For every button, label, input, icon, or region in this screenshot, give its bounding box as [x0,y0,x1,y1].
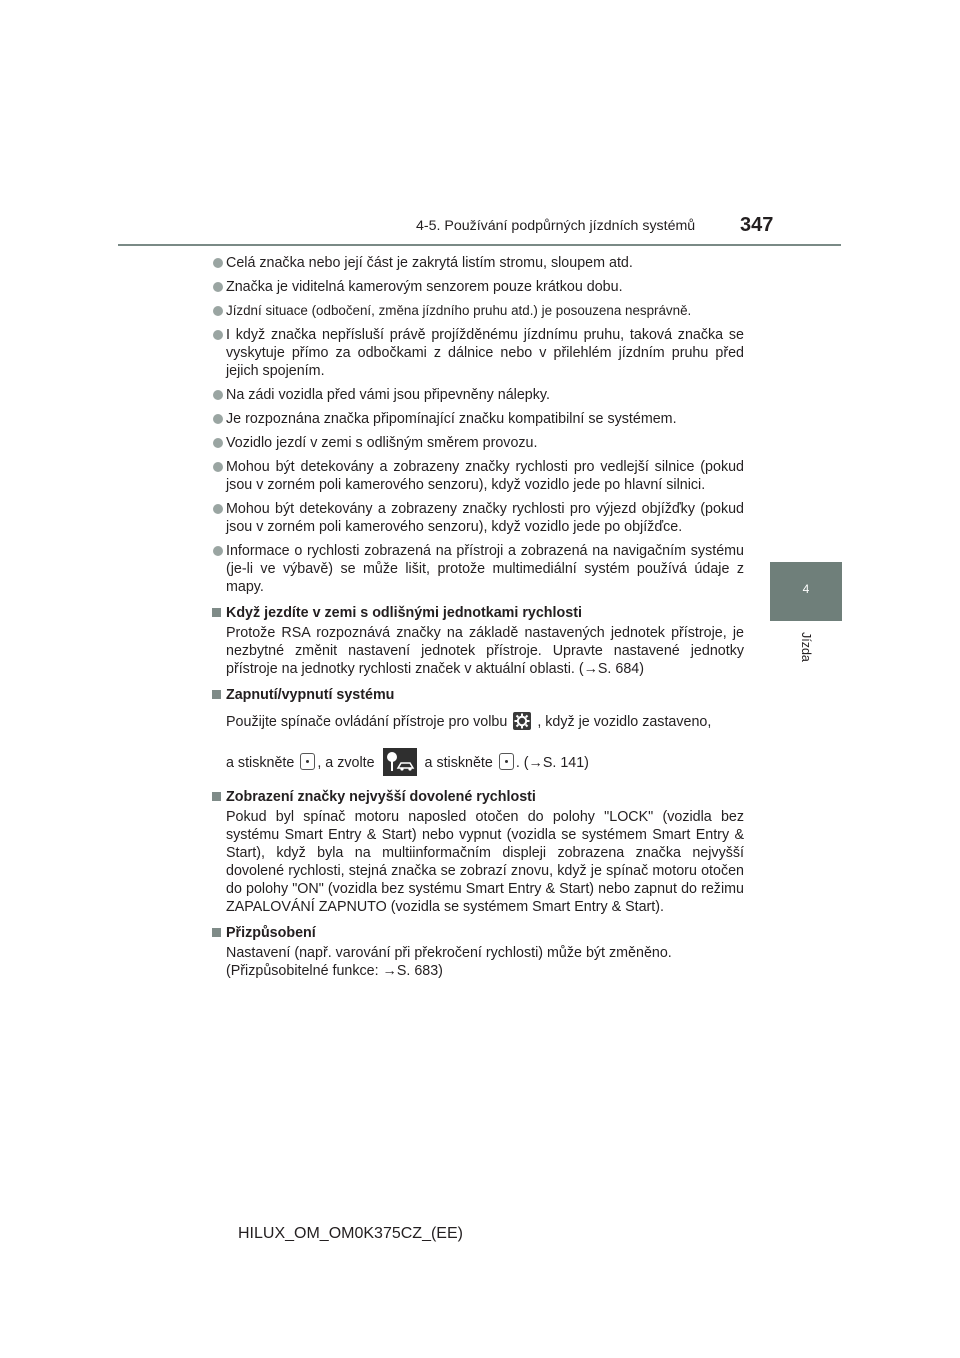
list-item: Mohou být detekovány a zobrazeny značky rychlosti pro výjezd objížďky (pokud jsou v zorném poli kamerového senzoru), když vozidlo jede po objížďce. [210,500,744,536]
toggle-text-6: . (→S. 141) [515,755,589,771]
list-item: Informace o rychlosti zobrazená na přístroji a zobrazená na navigačním systému (je-li ve výbavě) se může lišit, protože multimediální systém používá údaje z mapy. [210,542,744,596]
settings-gear-icon [513,712,531,730]
toggle-text-5: a stiskněte [424,755,493,771]
section-body-max-speed: Pokud byl spínač motoru naposled otočen do polohy "LOCK" (vozidla bez systému Smart Entry & Start) nebo vypnut (vozidla se systémem Smart Entry & Start), když byla na multiinformačním displeji zobrazena značka nejvyšší dovolené rychlosti, stejná značka se zobrazí znovu, když je spínač motoru otočen do polohy "ON" (vozidla bez systému Smart Entry & Start) nebo zapnut do režimu ZAPALOVÁNÍ ZAPNUTO (vozidla se systémem Smart Entry & Start). [226,809,744,915]
toggle-text-2: , když je vozidlo zastaveno, [537,714,712,730]
chapter-label: Jízda [799,632,813,662]
section-title-customization: Přizpůsobení [210,924,744,942]
chapter-number: 4 [802,582,810,596]
ok-switch-icon [499,753,514,770]
page-number: 347 [740,214,774,236]
header-divider [118,244,841,246]
toggle-text-1: Použijte spínače ovládání přístroje pro volbu [226,714,508,730]
list-item: Jízdní situace (odbočení, změna jízdního pruhu atd.) je posouzena nesprávně. [210,302,744,320]
road-sign-assist-icon [383,748,417,776]
section-title-units: Když jezdíte v zemi s odlišnými jednotkami rychlosti [210,604,744,622]
toggle-text-3: a stiskněte [226,755,295,771]
section-body-customization-1: Nastavení (např. varování při překročení rychlosti) může být změněno. [226,945,672,961]
list-item: Na zádi vozidla před vámi jsou připevněny nálepky. [210,386,744,404]
chapter-tab[interactable] [770,562,842,621]
ok-switch-icon [300,753,315,770]
section-title-max-speed: Zobrazení značky nejvyšší dovolené rychlosti [210,788,744,806]
list-item: Celá značka nebo její část je zakrytá listím stromu, sloupem atd. [210,254,744,272]
toggle-instruction-line-1 [226,710,744,734]
section-body-customization-2: (Přizpůsobitelné funkce: →S. 683) [226,963,443,979]
list-item: Vozidlo jezdí v zemi s odlišným směrem provozu. [210,434,744,452]
section-body-toggle [210,710,744,776]
list-item: I když značka nepřísluší právě projížděnému jízdnímu pruhu, taková značka se vyskytuje přímo za odbočkami z dálnice nebo v přilehlém jízdním pruhu před jejich spojením. [210,326,744,380]
toggle-text-4: , a zvolte [317,755,375,771]
section-header-title: 4-5. Používání podpůrných jízdních systémů [416,218,696,234]
list-item: Je rozpoznána značka připomínající značku kompatibilní se systémem. [210,410,744,428]
list-item: Mohou být detekovány a zobrazeny značky rychlosti pro vedlejší silnice (pokud jsou v zorném poli kamerového senzoru), když vozidlo jede po hlavní silnici. [210,458,744,494]
page-content [210,254,744,986]
section-title-toggle: Zapnutí/vypnutí systému [210,686,744,704]
section-body-units: Protože RSA rozpoznává značky na základě nastavených jednotek přístroje, je nezbytné změnit nastavení jednotek přístroje. Upravte nastavené jednotky přístroje na jednotky rychlosti značek v aktuální oblasti. (→S. 684) [226,625,744,677]
document-code: HILUX_OM_OM0K375CZ_(EE) [238,1225,463,1242]
list-item: Značka je viditelná kamerovým senzorem pouze krátkou dobu. [210,278,744,296]
toggle-instruction-line-2 [226,748,744,776]
